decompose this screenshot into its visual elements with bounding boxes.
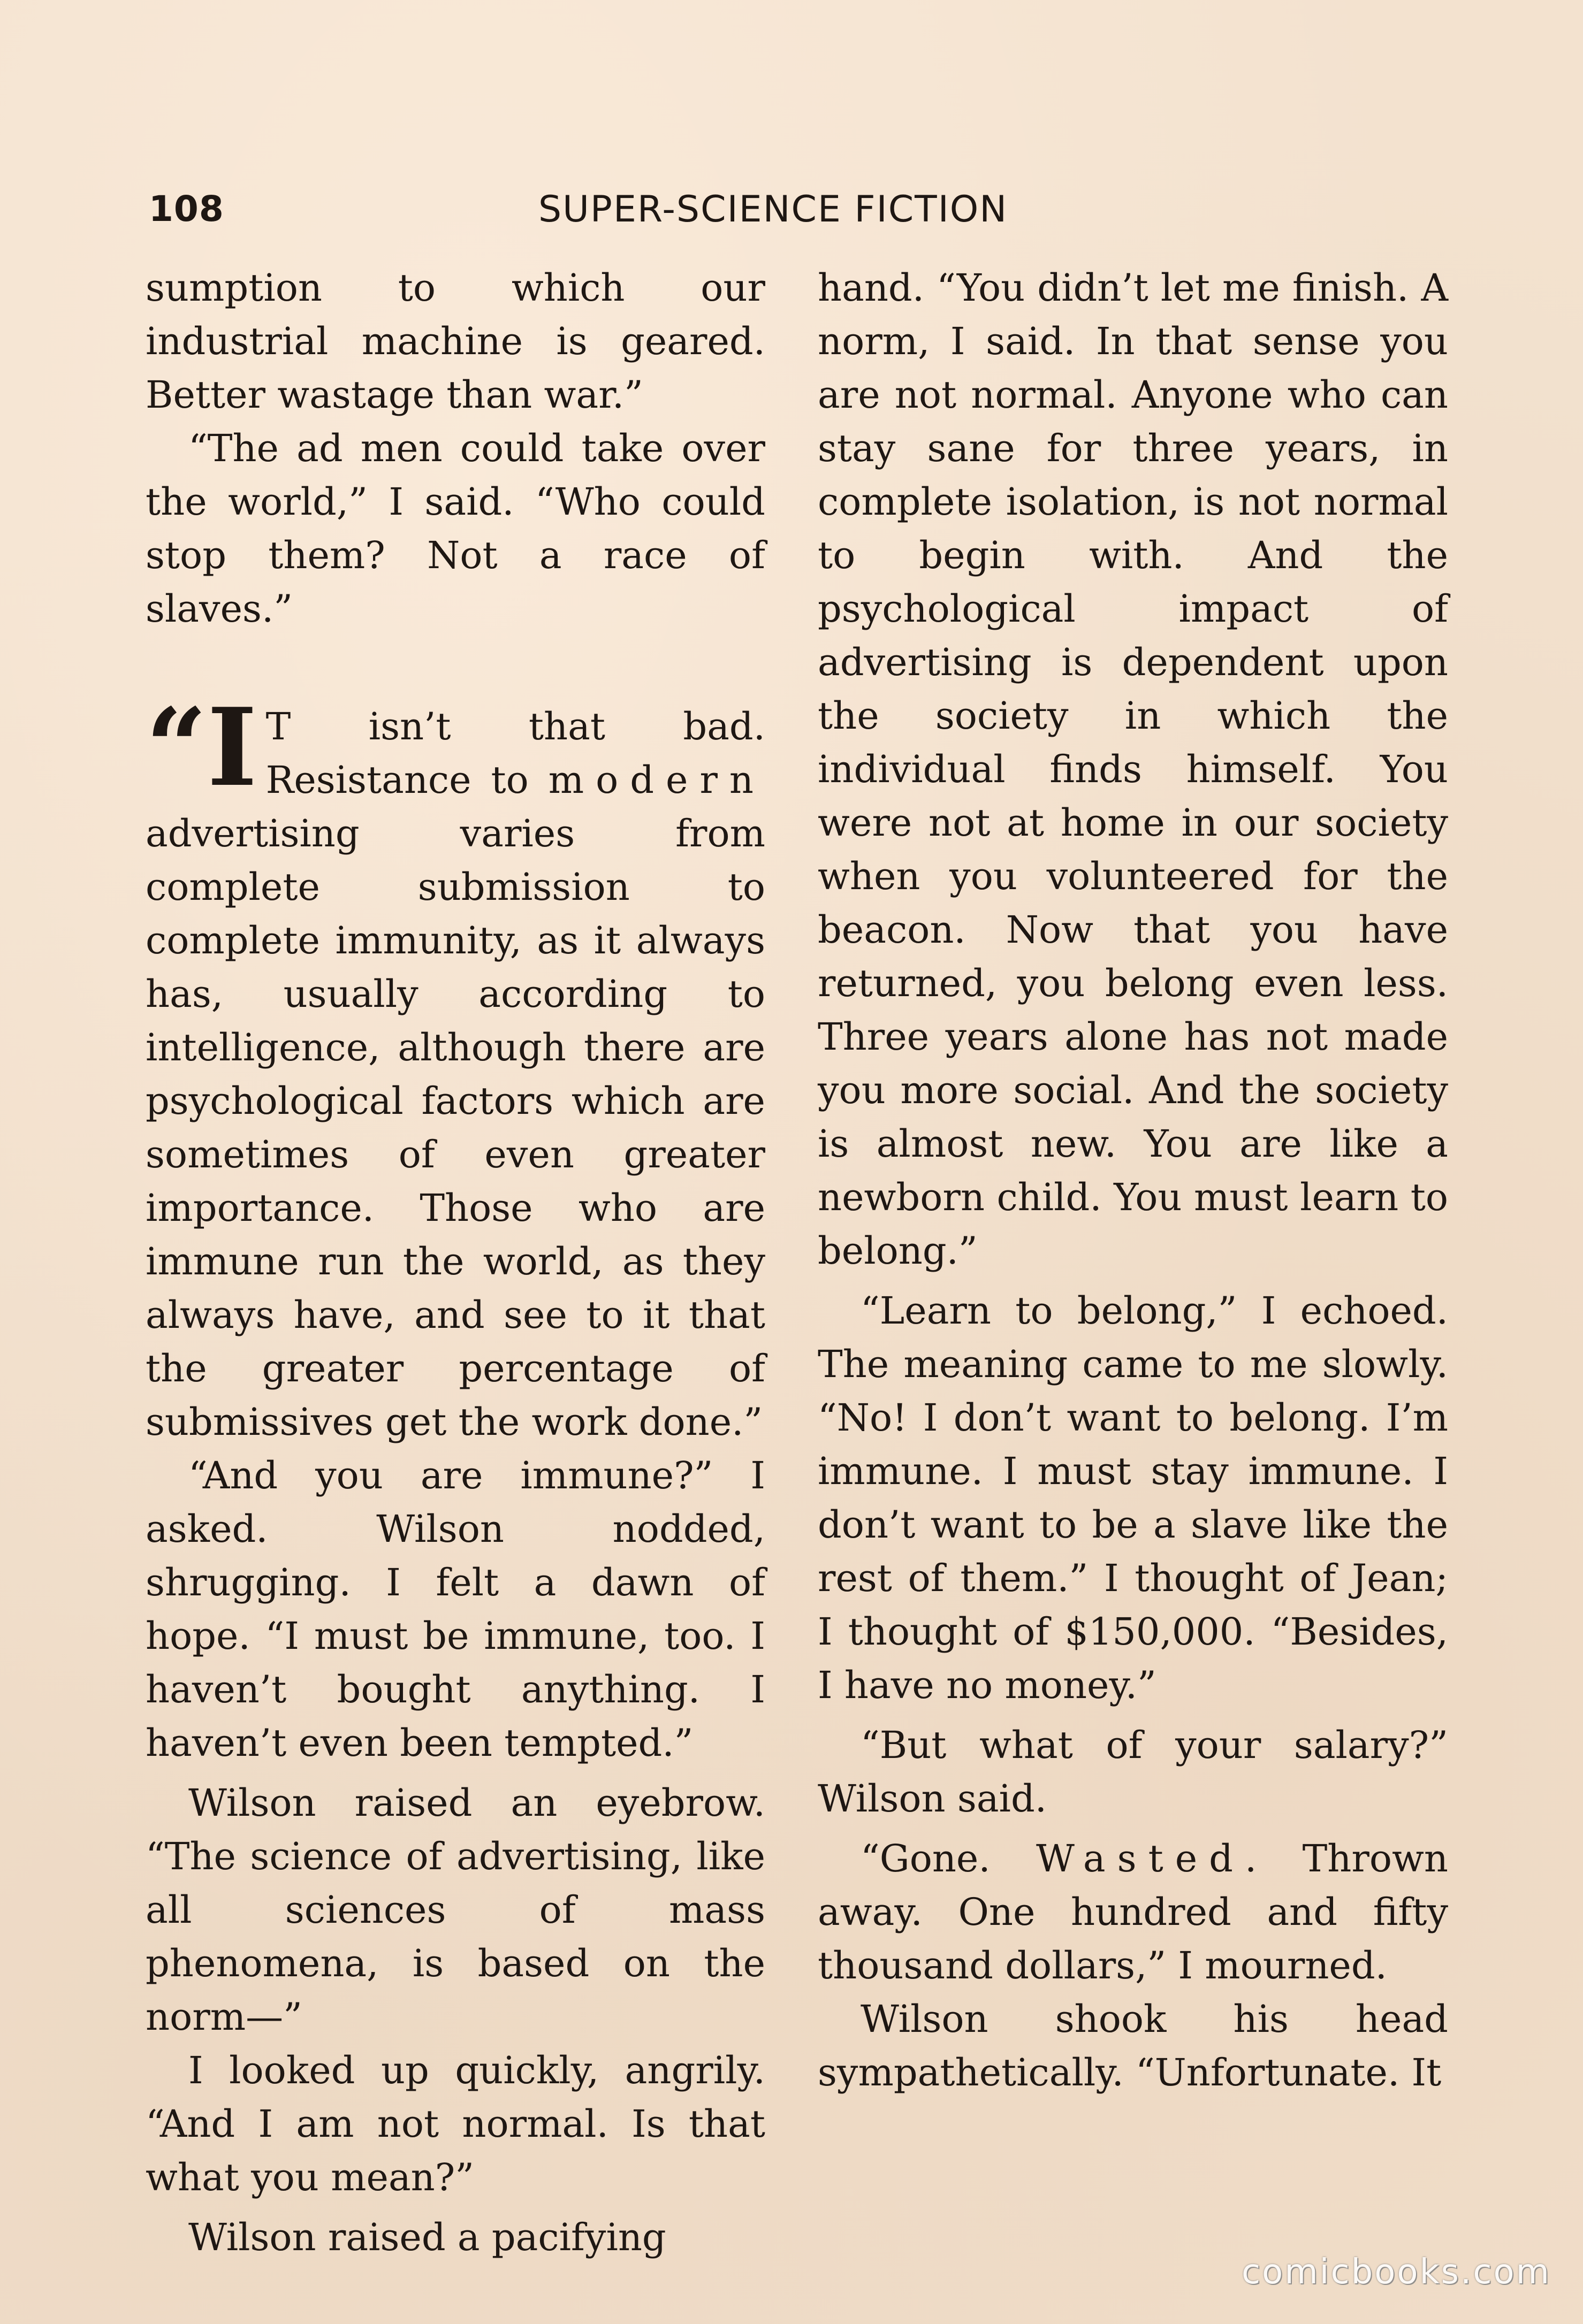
paragraph: hand. “You didn’t let me finish. A norm, I said. In that sense you are not normal. Anyone who can stay sane for three years, in complete isolation, is not normal to begin with. And the psychological impact of advertising is dependent upon the society in which the individual finds himself. You were not at home in our society when you volunteered for the beacon. Now that you have returned, you belong even less. Three years alone has not made you more social. And the society is almost new. You are like a newborn child. You must learn to belong.”: [818, 266, 1448, 1273]
section-opening-paragraph: “I T isn’t that bad. Resistance to modern advertising varies from complete submission to complete immunity, as it always has, usually according to intelligence, although there are psychological factors which are sometimes of even greater importance. Those who are immune run the world, as they always have, and see to it that the greater percentage of submissives get the work done.”: [146, 685, 765, 1444]
paragraph: Wilson raised a pacifying: [188, 2215, 666, 2259]
paragraph: “And you are immune?” I asked. Wilson nodded, shrugging. I felt a dawn of hope. “I must be immune, too. I haven’t bought anything. I haven’t even been tempted.”: [146, 1454, 765, 1765]
paragraph: Wilson raised an eyebrow. “The science of advertising, like all sciences of mass phenomena, is based on the norm—”: [146, 1781, 765, 2039]
paragraph: “The ad men could take over the world,” I said. “Who could stop them? Not a race of slaves.”: [146, 426, 765, 631]
paragraph: “Gone. Wasted. Thrown away. One hundred and fifty thousand dollars,” I mourned.: [818, 1837, 1448, 1987]
running-head: [149, 188, 1049, 247]
drop-cap: “I: [146, 685, 257, 811]
watermark: comicbooks.com: [1241, 2252, 1551, 2292]
spaced-word: modern: [548, 758, 765, 802]
paragraph: “But what of your salary?” Wilson said.: [818, 1723, 1448, 1821]
paragraph: I looked up quickly, angrily. “And I am not normal. Is that what you mean?”: [146, 2048, 765, 2199]
running-title: SUPER-SCIENCE FICTION: [538, 188, 1008, 231]
paragraph: “Learn to belong,” I echoed. The meaning came to me slowly. “No! I don’t want to belong. I’m immune. I must stay immune. I don’t want to be a slave like the rest of them.” I thought of Jean; I thought of $150,000. “Besides, I have no money.”: [818, 1289, 1448, 1707]
right-column: [818, 261, 1448, 2099]
spaced-word: Wasted: [1036, 1837, 1245, 1880]
paragraph: Wilson shook his head sympathetically. “Unfortunate. It: [818, 1997, 1448, 2094]
paragraph: sumption to which our industrial machine is geared. Better wastage than war.”: [146, 266, 765, 417]
page-number: 108: [149, 188, 224, 230]
left-column: [146, 261, 765, 2264]
